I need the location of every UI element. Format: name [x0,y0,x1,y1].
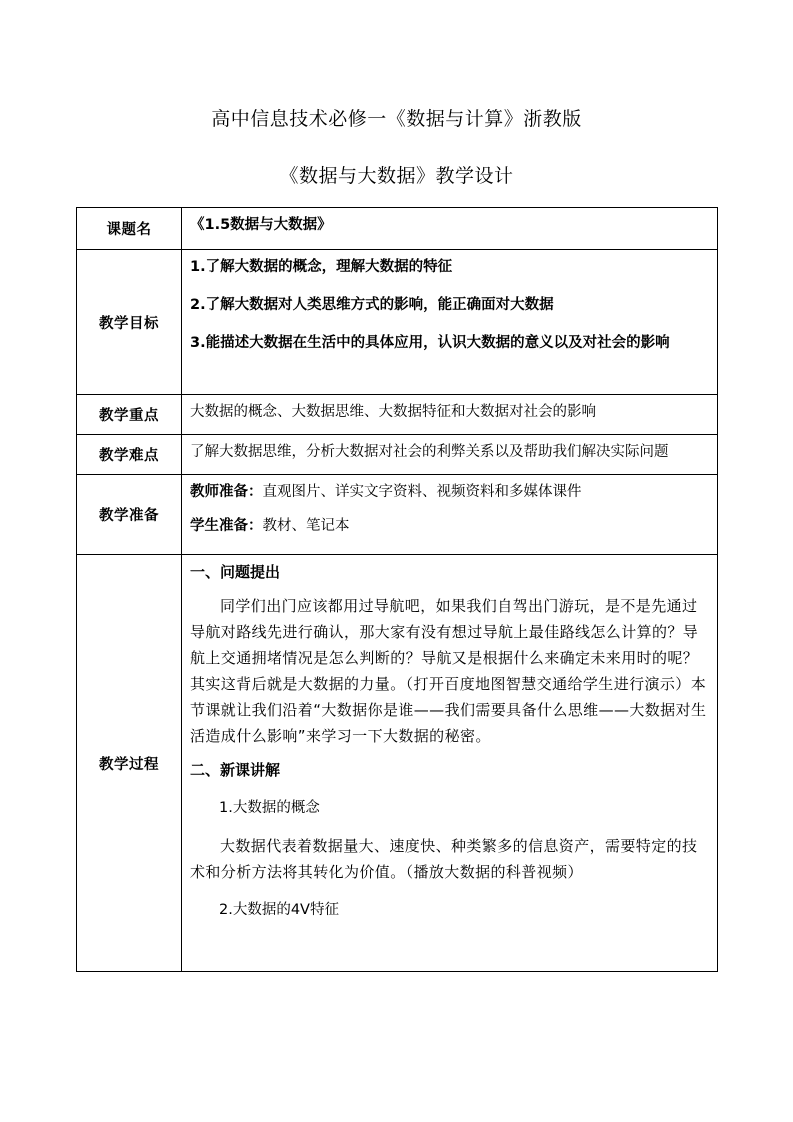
goals-label: 教学目标 [77,250,182,395]
subsection-1-text: 大数据代表着数据量大、速度快、种类繁多的信息资产，需要特定的技术和分析方法将其转化为价值。（播放大数据的科普视频） [190,837,698,881]
key-points-value [182,395,718,435]
document-title: 高中信息技术必修一《数据与计算》浙教版 [211,108,582,130]
section-1-text: 同学们出门应该都用过导航吧，如果我们自驾出门游玩，是不是先通过导航对路线先进行确认，那大家有没有想过导航上最佳路线怎么计算的？导航上交通拥堵情况是怎么判断的？导航又是根据什么来确定未来用时的呢？其实这背后就是大数据的力量。（打开百度地图智慧交通给学生进行演示）本节课就让我们沿着“大数据你是谁——我们需要具备什么思维——大数据对生活造成什么影响”来学习一下大数据的秘密。 [190,597,707,745]
table-row-difficulties [77,435,718,475]
student-preparation-label: 学生准备： [190,518,263,534]
topic-label: 课题名 [77,208,182,250]
goal-item-1: 1.了解大数据的概念，理解大数据的特征 [190,259,453,275]
key-points-text: 大数据的概念、大数据思维、大数据特征和大数据对社会的影响 [190,404,596,420]
table-row-preparation [77,475,718,555]
lesson-plan-table [76,207,718,972]
teacher-preparation-text: 直观图片、详实文字资料、视频资料和多媒体课件 [262,484,582,500]
table-row-goals [77,250,718,395]
process-value [182,555,718,972]
subsection-1-title: 1.大数据的概念 [219,800,320,816]
section-1-title: 一、问题提出 [190,563,281,581]
preparation-label: 教学准备 [77,475,182,555]
document-subtitle: 《数据与大数据》教学设计 [279,165,514,187]
table-row-key-points [77,395,718,435]
topic-text: 《1.5数据与大数据》 [190,217,332,233]
goal-item-3: 3.能描述大数据在生活中的具体应用，认识大数据的意义以及对社会的影响 [190,335,670,351]
goal-item-2: 2.了解大数据对人类思维方式的影响，能正确面对大数据 [190,297,554,313]
student-preparation [190,513,711,539]
section-2-title: 二、新课讲解 [190,761,281,779]
difficulties-text: 了解大数据思维，分析大数据对社会的利弊关系以及帮助我们解决实际问题 [190,444,669,460]
teacher-preparation [190,479,711,505]
teacher-preparation-label: 教师准备： [190,484,263,500]
subsection-2-title: 2.大数据的4V特征 [219,902,339,918]
student-preparation-text: 教材、笔记本 [262,518,350,534]
preparation-value [182,475,718,555]
process-label: 教学过程 [77,555,182,972]
key-points-label: 教学重点 [77,395,182,435]
difficulties-value [182,435,718,475]
table-row-process [77,555,718,972]
table-row-topic [77,208,718,250]
difficulties-label: 教学难点 [77,435,182,475]
topic-value [182,208,718,250]
goals-value [182,250,718,395]
